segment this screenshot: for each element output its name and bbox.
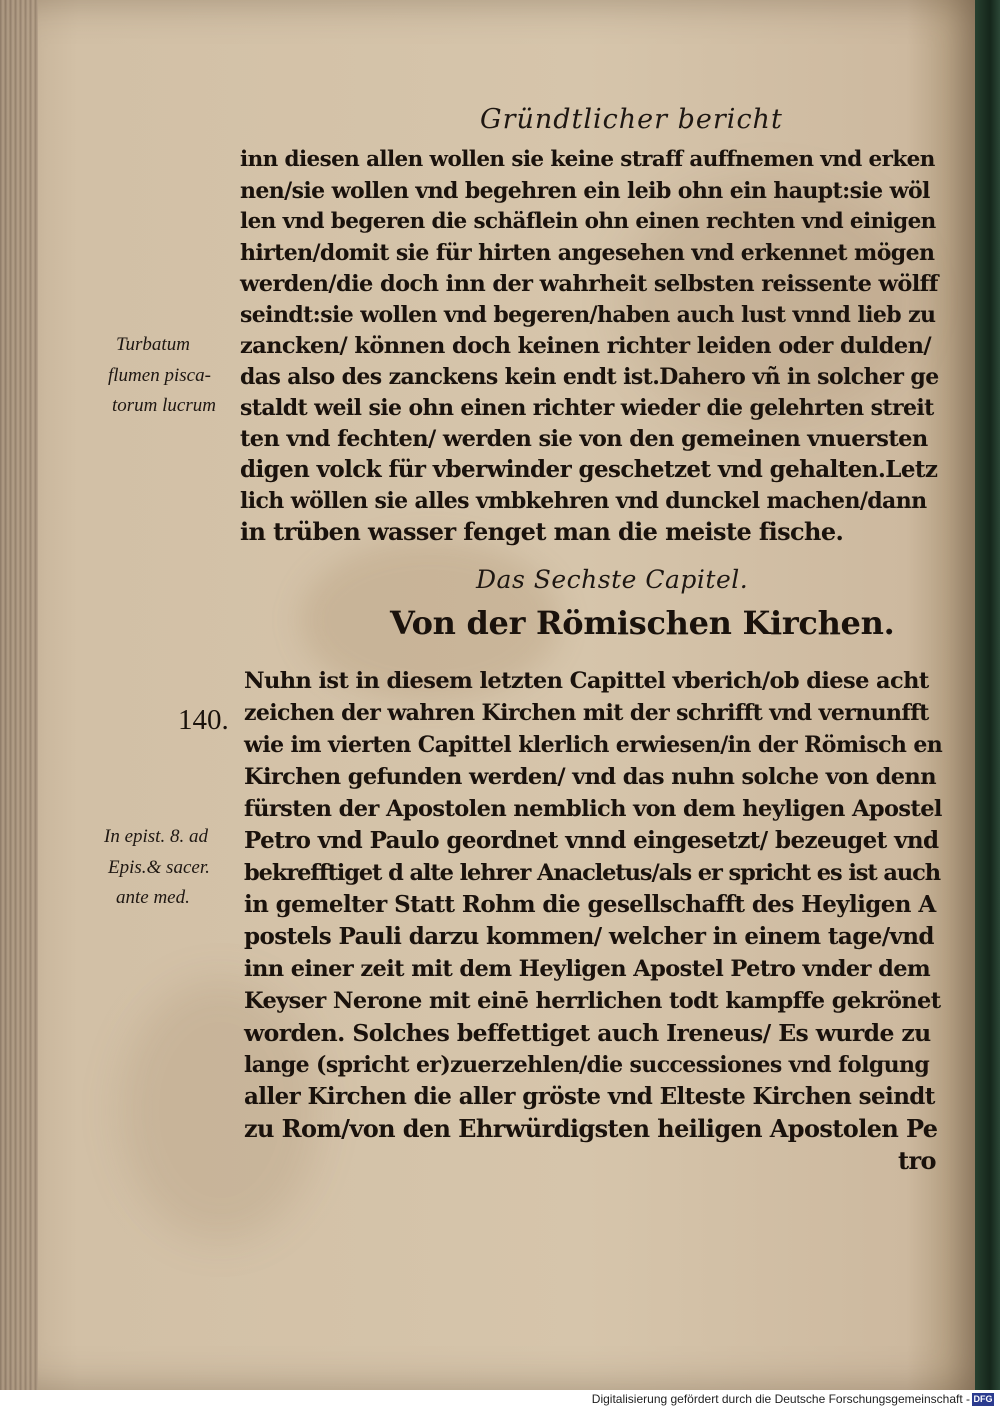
paragraph-number: 140. (178, 704, 229, 736)
text-line: staldt weil sie ohn einen richter wieder die gelehrten streit (240, 395, 934, 421)
text-line: in trüben wasser fenget man die meiste fische. (240, 517, 844, 546)
text-line: Nuhn ist in diesem letzten Capittel vberich/ob diese acht (244, 668, 929, 694)
text-line: Petro vnd Paulo geordnet vnnd eingesetzt/ bezeuget vnd (244, 827, 939, 854)
funding-credit: Digitalisierung gefördert durch die Deutsche Forschungsgemeinschaft - (591, 1392, 970, 1406)
margin-note-line: torum lucrum (112, 395, 216, 416)
text-line: worden. Solches beffettiget auch Ireneus/ Es wurde zu (244, 1019, 931, 1047)
text-line: lich wöllen sie alles vmbkehren vnd dunckel machen/dann (240, 488, 927, 514)
text-line: aller Kirchen die aller gröste vnd Elteste Kirchen seindt (244, 1083, 935, 1110)
text-line: postels Pauli darzu kommen/ welcher in einem tage/vnd (244, 923, 934, 950)
margin-note-line: Epis.& sacer. (108, 857, 210, 878)
text-line: inn diesen allen wollen sie keine straff auffnemen vnd erken (240, 147, 935, 172)
text-line: werden/die doch inn der wahrheit selbsten reissente wölff (240, 271, 938, 297)
text-line: zu Rom/von den Ehrwürdigsten heiligen Apostolen Pe (244, 1114, 938, 1143)
text-line: hirten/domit sie für hirten angesehen vnd erkennet mögen (240, 240, 935, 266)
text-line: zancken/ können doch keinen richter leiden oder dulden/ (240, 333, 932, 359)
text-line: zeichen der wahren Kirchen mit der schrifft vnd vernunfft (244, 700, 929, 726)
text-line: digen volck für vberwinder geschetzet vnd gehalten.Letz (240, 456, 938, 483)
text-line: das also des zanckens kein endt ist.Dahero vñ in solcher ge (240, 364, 939, 390)
text-line: nen/sie wollen vnd begehren ein leib ohn ein haupt:sie wöl (240, 178, 930, 204)
text-line: wie im vierten Capittel klerlich erwiesen/in der Römisch en (244, 732, 943, 758)
chapter-title: Von der Römischen Kirchen. (390, 604, 895, 642)
running-head: Gründtlicher bericht (480, 104, 783, 135)
text-line: fürsten der Apostolen nemblich von dem heyligen Apostel (244, 796, 942, 822)
margin-note-line: In epist. 8. ad (104, 826, 208, 847)
text-line: lange (spricht er)zuerzehlen/die successiones vnd folgung (244, 1052, 930, 1078)
text-line: Kirchen gefunden werden/ vnd das nuhn solche von denn (244, 764, 936, 790)
margin-note-line: flumen pisca- (108, 365, 211, 386)
margin-note-line: ante med. (116, 887, 190, 908)
text-line: seindt:sie wollen vnd begeren/haben auch lust vnnd lieb zu (240, 302, 936, 328)
book-gutter-edge (0, 0, 38, 1390)
text-line: ten vnd fechten/ werden sie von den gemeinen vnuersten (240, 426, 928, 452)
catchword: tro (898, 1146, 936, 1175)
text-line: bekrefftiget d alte lehrer Anacletus/als er spricht es ist auch (244, 860, 940, 886)
dfg-logo: DFG (973, 1394, 993, 1404)
text-line: len vnd begeren die schäflein ohn einen rechten vnd einigen (240, 209, 936, 234)
text-line: Keyser Nerone mit einē herrlichen todt kampffe gekrönet (244, 988, 941, 1014)
text-line: inn einer zeit mit dem Heyligen Apostel Petro vnder dem (244, 956, 931, 982)
text-line: in gemelter Statt Rohm die gesellschafft des Heyligen A (244, 891, 936, 918)
margin-note-line: Turbatum (116, 334, 190, 355)
book-cover-edge (975, 0, 1000, 1390)
chapter-number: Das Sechste Capitel. (476, 565, 749, 594)
